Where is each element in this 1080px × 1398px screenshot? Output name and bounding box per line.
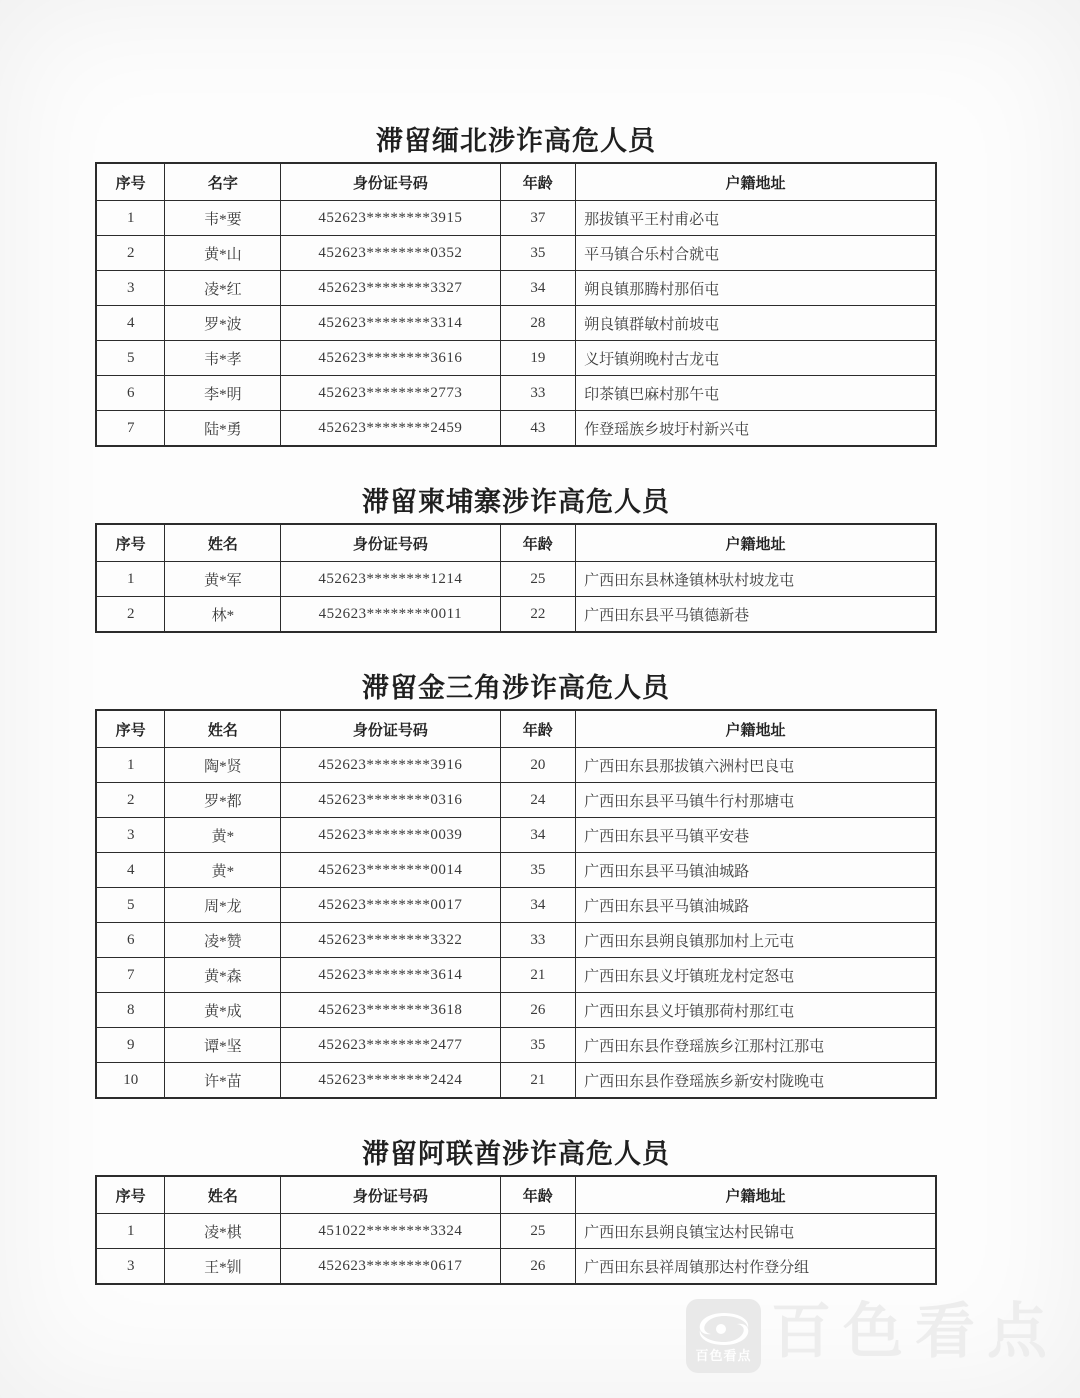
cell-id-number: 452623********0316 <box>281 783 500 818</box>
cell-id-number: 452623********0617 <box>281 1249 500 1285</box>
cell-id-number: 452623********3314 <box>281 306 500 341</box>
table-title: 滞留金三角涉诈高危人员 <box>362 673 670 703</box>
cell-address: 广西田东县平马镇平安巷 <box>576 818 936 853</box>
cell-name: 周*龙 <box>165 888 281 923</box>
cell-address: 广西田东县朔良镇那加村上元屯 <box>576 923 936 958</box>
table-row <box>96 597 936 633</box>
cell-index: 3 <box>96 818 165 853</box>
cell-name: 黄*森 <box>165 958 281 993</box>
cell-address: 印茶镇巴麻村那午屯 <box>576 376 936 411</box>
cell-age: 35 <box>500 236 576 271</box>
cell-id-number: 452623********3614 <box>281 958 500 993</box>
column-header-index: 序号 <box>96 710 165 748</box>
cell-address: 广西田东县平马镇油城路 <box>576 853 936 888</box>
column-header-address: 户籍地址 <box>576 710 936 748</box>
column-header-id-number: 身份证号码 <box>281 710 500 748</box>
cell-id-number: 452623********3322 <box>281 923 500 958</box>
roster-section <box>95 1139 937 1285</box>
cell-name: 凌*红 <box>165 271 281 306</box>
cell-id-number: 452623********3616 <box>281 341 500 376</box>
column-header-name: 姓名 <box>165 524 281 562</box>
cell-id-number: 452623********3618 <box>281 993 500 1028</box>
cell-age: 26 <box>500 993 576 1028</box>
cell-age: 33 <box>500 923 576 958</box>
cell-address: 广西田东县平马镇牛行村那塘屯 <box>576 783 936 818</box>
table-row <box>96 923 936 958</box>
column-header-address: 户籍地址 <box>576 524 936 562</box>
cell-age: 22 <box>500 597 576 633</box>
roster-section <box>95 487 937 633</box>
cell-index: 5 <box>96 888 165 923</box>
header-row <box>96 163 936 201</box>
column-header-name: 姓名 <box>165 1176 281 1214</box>
cell-id-number: 452623********2424 <box>281 1063 500 1099</box>
table-row <box>96 236 936 271</box>
table-row <box>96 201 936 236</box>
cell-index: 3 <box>96 271 165 306</box>
column-header-id-number: 身份证号码 <box>281 1176 500 1214</box>
document-body <box>95 0 937 1285</box>
cell-name: 罗*波 <box>165 306 281 341</box>
table-row <box>96 1028 936 1063</box>
column-header-age: 年龄 <box>500 163 576 201</box>
cell-name: 李*明 <box>165 376 281 411</box>
cell-address: 广西田东县义圩镇班龙村定怒屯 <box>576 958 936 993</box>
column-header-age: 年龄 <box>500 710 576 748</box>
cell-address: 广西田东县朔良镇宝达村民锦屯 <box>576 1214 936 1249</box>
cell-age: 25 <box>500 562 576 597</box>
cell-id-number: 452623********1214 <box>281 562 500 597</box>
cell-name: 林* <box>165 597 281 633</box>
cell-index: 7 <box>96 958 165 993</box>
cell-id-number: 452623********0014 <box>281 853 500 888</box>
column-header-name: 名字 <box>165 163 281 201</box>
column-header-index: 序号 <box>96 1176 165 1214</box>
table-row <box>96 1063 936 1099</box>
cell-name: 黄*军 <box>165 562 281 597</box>
table-row <box>96 341 936 376</box>
column-header-age: 年龄 <box>500 1176 576 1214</box>
header-row <box>96 524 936 562</box>
cell-index: 7 <box>96 411 165 447</box>
cell-index: 9 <box>96 1028 165 1063</box>
roster-section <box>95 126 937 447</box>
cell-address: 广西田东县义圩镇那荷村那红屯 <box>576 993 936 1028</box>
table-row <box>96 562 936 597</box>
table-row <box>96 853 936 888</box>
roster-table <box>95 523 937 633</box>
cell-id-number: 452623********0011 <box>281 597 500 633</box>
cell-id-number: 452623********2773 <box>281 376 500 411</box>
table-row <box>96 958 936 993</box>
cell-age: 35 <box>500 853 576 888</box>
cell-age: 21 <box>500 1063 576 1099</box>
cell-address: 广西田东县平马镇德新巷 <box>576 597 936 633</box>
cell-id-number: 452623********0017 <box>281 888 500 923</box>
cell-index: 1 <box>96 562 165 597</box>
watermark-logo-badge <box>686 1299 761 1373</box>
cell-age: 24 <box>500 783 576 818</box>
column-header-name: 姓名 <box>165 710 281 748</box>
cell-address: 作登瑶族乡坡圩村新兴屯 <box>576 411 936 447</box>
cell-age: 37 <box>500 201 576 236</box>
column-header-id-number: 身份证号码 <box>281 524 500 562</box>
cell-address: 朔良镇那腾村那佰屯 <box>576 271 936 306</box>
cell-index: 1 <box>96 1214 165 1249</box>
cell-index: 1 <box>96 748 165 783</box>
swirl-logo-icon <box>695 1312 753 1346</box>
header-row <box>96 710 936 748</box>
cell-id-number: 451022********3324 <box>281 1214 500 1249</box>
cell-age: 33 <box>500 376 576 411</box>
table-row <box>96 888 936 923</box>
table-row <box>96 271 936 306</box>
cell-index: 5 <box>96 341 165 376</box>
watermark-badge-text: 百色看点 <box>695 1347 752 1363</box>
cell-id-number: 452623********2477 <box>281 1028 500 1063</box>
roster-section <box>95 673 937 1099</box>
cell-age: 34 <box>500 271 576 306</box>
cell-id-number: 452623********3916 <box>281 748 500 783</box>
cell-index: 10 <box>96 1063 165 1099</box>
cell-name: 陶*贤 <box>165 748 281 783</box>
cell-id-number: 452623********2459 <box>281 411 500 447</box>
table-row <box>96 306 936 341</box>
cell-address: 广西田东县作登瑶族乡新安村陇晚屯 <box>576 1063 936 1099</box>
cell-age: 28 <box>500 306 576 341</box>
cell-name: 黄*成 <box>165 993 281 1028</box>
header-row <box>96 1176 936 1214</box>
cell-age: 20 <box>500 748 576 783</box>
roster-table <box>95 1175 937 1285</box>
cell-index: 2 <box>96 597 165 633</box>
cell-name: 谭*坚 <box>165 1028 281 1063</box>
cell-address: 广西田东县平马镇油城路 <box>576 888 936 923</box>
cell-index: 4 <box>96 306 165 341</box>
table-row <box>96 411 936 447</box>
cell-age: 25 <box>500 1214 576 1249</box>
cell-age: 34 <box>500 818 576 853</box>
cell-name: 黄*山 <box>165 236 281 271</box>
cell-name: 王*钏 <box>165 1249 281 1285</box>
cell-index: 2 <box>96 236 165 271</box>
cell-age: 43 <box>500 411 576 447</box>
cell-address: 那拔镇平王村甫必屯 <box>576 201 936 236</box>
cell-name: 韦*孝 <box>165 341 281 376</box>
cell-address: 义圩镇朔晚村古龙屯 <box>576 341 936 376</box>
table-row <box>96 376 936 411</box>
cell-address: 广西田东县作登瑶族乡江那村江那屯 <box>576 1028 936 1063</box>
column-header-address: 户籍地址 <box>576 163 936 201</box>
cell-address: 朔良镇群敏村前坡屯 <box>576 306 936 341</box>
roster-table <box>95 162 937 447</box>
cell-id-number: 452623********3327 <box>281 271 500 306</box>
column-header-age: 年龄 <box>500 524 576 562</box>
table-title: 滞留缅北涉诈高危人员 <box>376 126 656 156</box>
table-row <box>96 1249 936 1285</box>
cell-name: 黄* <box>165 853 281 888</box>
cell-index: 6 <box>96 923 165 958</box>
cell-address: 广西田东县林逢镇林驮村坡龙屯 <box>576 562 936 597</box>
cell-age: 21 <box>500 958 576 993</box>
cell-index: 1 <box>96 201 165 236</box>
table-row <box>96 1214 936 1249</box>
watermark-text: 百色看点 <box>771 1298 1059 1365</box>
table-row <box>96 993 936 1028</box>
cell-index: 2 <box>96 783 165 818</box>
cell-index: 8 <box>96 993 165 1028</box>
cell-index: 3 <box>96 1249 165 1285</box>
roster-table <box>95 709 937 1099</box>
cell-address: 平马镇合乐村合就屯 <box>576 236 936 271</box>
cell-index: 4 <box>96 853 165 888</box>
column-header-index: 序号 <box>96 163 165 201</box>
cell-index: 6 <box>96 376 165 411</box>
cell-name: 凌*棋 <box>165 1214 281 1249</box>
cell-id-number: 452623********0352 <box>281 236 500 271</box>
table-title: 滞留阿联酋涉诈高危人员 <box>362 1139 670 1169</box>
cell-name: 黄* <box>165 818 281 853</box>
cell-age: 19 <box>500 341 576 376</box>
column-header-index: 序号 <box>96 524 165 562</box>
table-row <box>96 818 936 853</box>
cell-address: 广西田东县祥周镇那达村作登分组 <box>576 1249 936 1285</box>
column-header-id-number: 身份证号码 <box>281 163 500 201</box>
cell-name: 许*苗 <box>165 1063 281 1099</box>
table-title: 滞留柬埔寨涉诈高危人员 <box>362 487 670 517</box>
cell-id-number: 452623********3915 <box>281 201 500 236</box>
cell-age: 35 <box>500 1028 576 1063</box>
cell-name: 罗*都 <box>165 783 281 818</box>
table-row <box>96 748 936 783</box>
cell-name: 韦*要 <box>165 201 281 236</box>
cell-name: 陆*勇 <box>165 411 281 447</box>
cell-name: 凌*赞 <box>165 923 281 958</box>
cell-address: 广西田东县那拔镇六洲村巴良屯 <box>576 748 936 783</box>
cell-age: 34 <box>500 888 576 923</box>
cell-age: 26 <box>500 1249 576 1285</box>
watermark <box>686 1299 1059 1373</box>
column-header-address: 户籍地址 <box>576 1176 936 1214</box>
cell-id-number: 452623********0039 <box>281 818 500 853</box>
table-row <box>96 783 936 818</box>
